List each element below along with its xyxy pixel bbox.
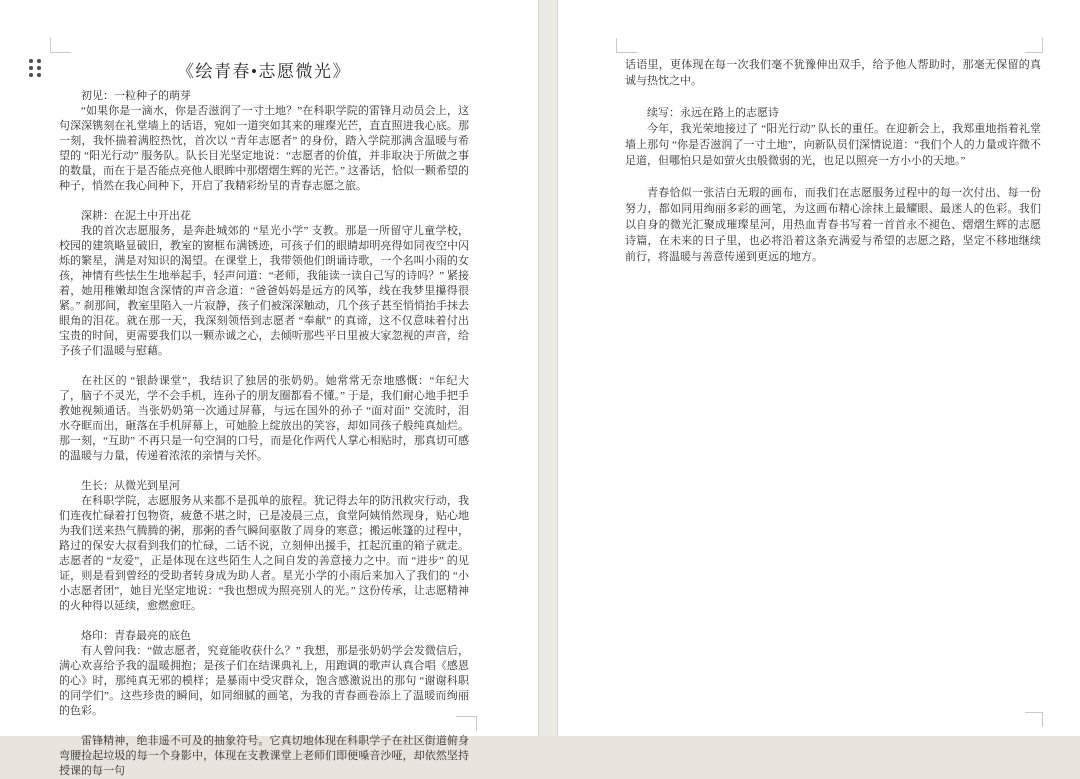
section-heading[interactable]: 烙印：青春最亮的底色 [81,630,191,642]
body-paragraph[interactable]: “如果你是一滴水，你是否滋润了一寸土地？”在科职学院的雷锋月动员会上，这句深深镌刻在礼堂墙上的话语，宛如一道突如其来的璀璨光芒，直直照进我心底。那一刻，我怀揣着满腔热忱，首次以 “青年志愿者” 的身份，踏入学院那满含温暖与希望的 “阳光行动” 服务队。队长目光坚定地说：“志愿者的价值，并非取决于所做之事的数量，而在于是否能点亮他人眼眸中那熠熠生辉的光芒。” 这番话，恰似一颗希望的种子，悄然在我心间种下，开启了我精彩纷呈的青春志愿之旅。 [59,105,469,192]
document-title[interactable]: 《绘青春•志愿微光》 [177,62,351,81]
section-heading[interactable]: 深耕：在泥土中开出花 [81,210,191,222]
page1-text-column [59,59,469,779]
page-gap-divider [538,0,558,736]
body-paragraph[interactable]: 我的首次志愿服务，是奔赴城郊的 “星光小学” 支教。那是一所留守儿童学校，校园的建筑略显破旧，教室的窗框布满锈迹，可孩子们的眼睛却明亮得如同夜空中闪烁的繁星，满是对知识的渴望。在课堂上，我带领他们朗诵诗歌，一个名叫小雨的女孩，神情有些怯生生地举起手，轻声问道：“老师，我能读一读自己写的诗吗？” 紧接着，她用稚嫩却饱含深情的声音念道：“爸爸妈妈是远方的风筝，线在我梦里攥得很紧。” 刹那间，教室里陷入一片寂静，孩子们被深深触动，几个孩子甚至悄悄抬手抹去眼角的泪花。就在那一天，我深刻领悟到志愿者 “奉献” 的真谛，这不仅意味着付出宝贵的时间，更需要我们以一颗赤诚之心，去倾听那些平日里被大家忽视的声音，给予孩子们温暖与慰藉。 [59,225,469,357]
body-paragraph[interactable]: 在科职学院，志愿服务从来都不是孤单的旅程。犹记得去年的防汛救灾行动，我们连夜忙碌着打包物资，疲惫不堪之时，已是凌晨三点，食堂阿姨悄然现身，贴心地为我们送来热气腾腾的粥，那粥的香气瞬间驱散了周身的寒意；搬运帐篷的过程中，路过的保安大叔看到我们的忙碌，二话不说，立刻伸出援手，扛起沉重的箱子就走。志愿者的 “友爱”，正是体现在这些陌生人之间自发的善意接力之中。而 “进步” 的见证，则是看到曾经的受助者转身成为助人者。星光小学的小雨后来加入了我们的 “小小志愿者团”，她目光坚定地说：“我也想成为照亮别人的光。” 这份传承，让志愿精神的火种得以延续，愈燃愈旺。 [59,495,469,612]
margin-corner-mark [50,38,71,53]
paragraph-drag-handle-icon[interactable] [29,59,41,77]
margin-corner-mark [616,38,637,53]
body-paragraph[interactable]: 青春恰似一张洁白无瑕的画布，而我们在志愿服务过程中的每一次付出、每一份努力，都如同用绚丽多彩的画笔，为这画布精心涂抹上最耀眼、最迷人的色彩。我们以自身的微光汇聚成璀璨星河，用热血青春书写着一首首永不褪色、熠熠生辉的志愿诗篇，在未来的日子里，也必将沿着这条充满爱与希望的志愿之路，坚定不移地继续前行，将温暖与善意传递到更远的地方。 [625,187,1041,263]
page2-text-column [625,57,1041,265]
body-paragraph[interactable]: 今年，我光荣地接过了 “阳光行动” 队长的重任。在迎新会上，我郑重地指着礼堂墙上那句 “你是否滋润了一寸土地”，向新队员们深情说道：“我们个人的力量或许微不足道，但哪怕只是如萤火虫般微弱的光，也足以照亮一方小小的天地。” [625,123,1041,167]
section-heading[interactable]: 初见：一粒种子的萌芽 [81,90,191,102]
margin-corner-mark [1025,712,1043,727]
section-heading[interactable]: 生长：从微光到星河 [81,480,180,492]
section-heading[interactable]: 续写：永远在路上的志愿诗 [647,107,779,119]
body-paragraph[interactable]: 雷锋精神，绝非遥不可及的抽象符号。它真切地体现在科职学子在社区街道俯身弯腰捡起垃圾的每一个身影中，体现在支教课堂上老师们即便嗓音沙哑，却依然坚持授课的每一句 [59,735,469,777]
body-paragraph[interactable]: 有人曾问我：“做志愿者，究竟能收获什么？” 我想，那是张奶奶学会发微信后，满心欢喜给予我的温暖拥抱；是孩子们在结课典礼上，用跑调的歌声认真合唱《感恩的心》时，那纯真无邪的模样；是暴雨中受灾群众，饱含感激说出的那句 “谢谢科职的同学们”。这些珍贵的瞬间，如同细腻的画笔，为我的青春画卷添上了温暖而绚丽的色彩。 [59,645,469,717]
body-paragraph-continuation[interactable]: 话语里，更体现在每一次我们毫不犹豫伸出双手，给予他人帮助时，那毫无保留的真诚与热忱之中。 [625,59,1041,87]
margin-corner-mark [1025,38,1043,53]
body-paragraph[interactable]: 在社区的 “银龄课堂”，我结识了独居的张奶奶。她常常无奈地感慨：“年纪大了，脑子不灵光，学不会手机，连孙子的朋友圈都看不懂。” 于是，我们耐心地手把手教她视频通话。当张奶奶第一次通过屏幕，与远在国外的孙子 “面对面” 交流时，泪水夺眶而出，砸落在手机屏幕上，可她脸上绽放出的笑容，却如同孩子般纯真灿烂。那一刻，“互助” 不再只是一句空洞的口号，而是化作两代人掌心相贴时，那真切可感的温暖与力量，传递着浓浓的亲情与关怀。 [59,375,469,462]
